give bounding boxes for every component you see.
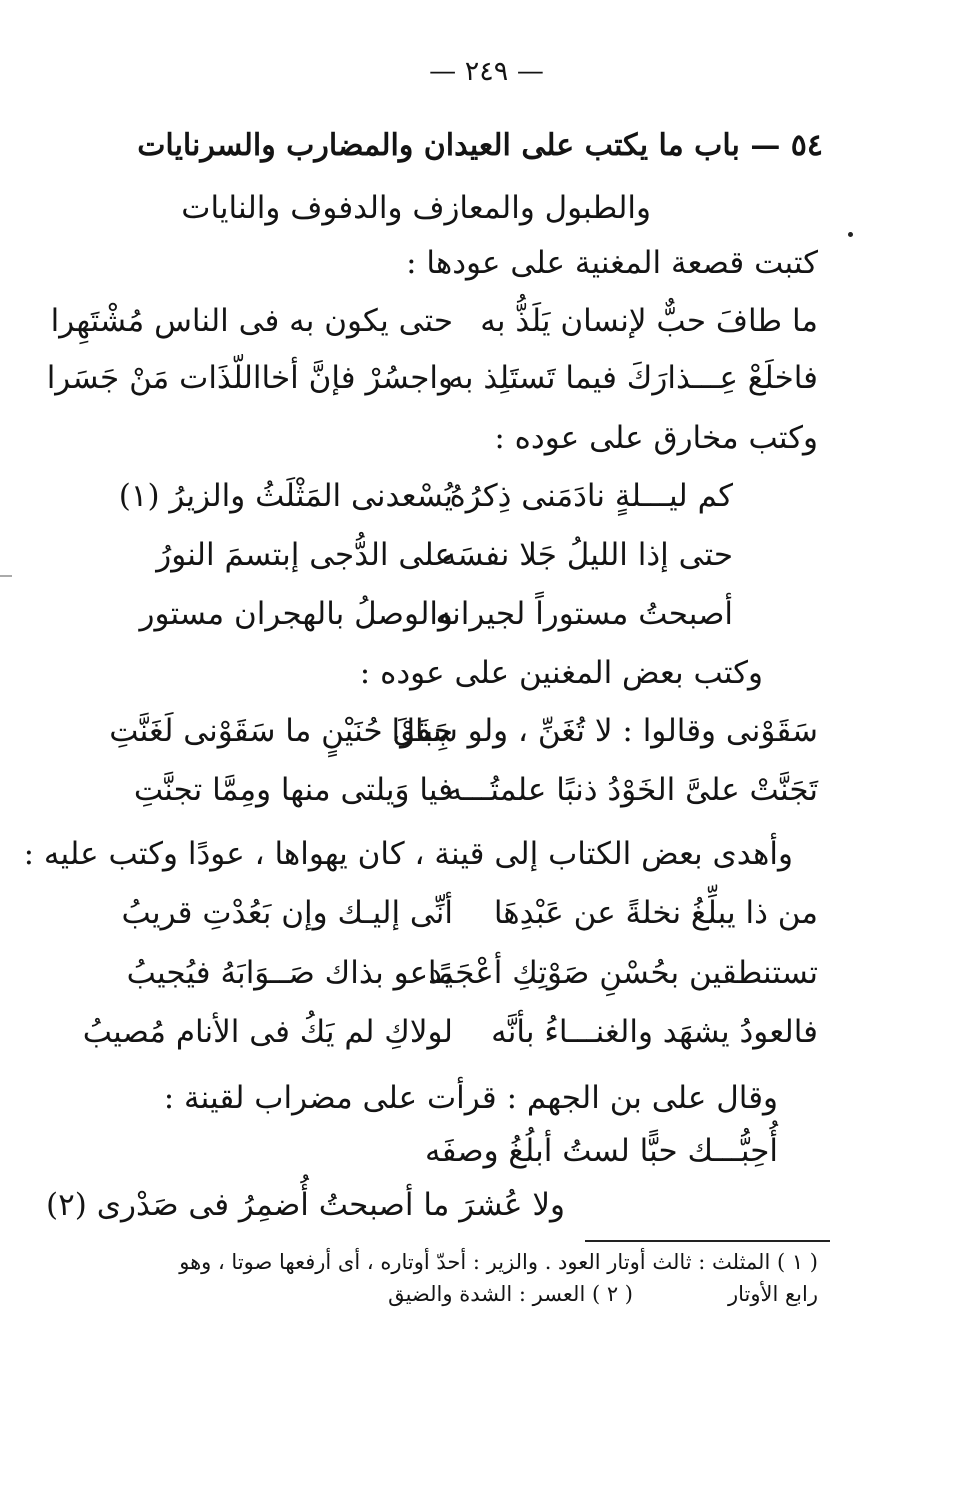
- footnote-1: ( ١ ) المثلث : ثالث أوتار العود . والزير : أحدّ أوتاره ، أى أرفعها صوتا ، وهو: [179, 1250, 818, 1274]
- verse-first-hemistich: من ذا يبلِّغُ نخلةً عن عَبْدِهَا: [493, 895, 818, 931]
- verse-second-hemistich: واجسُرْ فإنَّ أخااللّذَات مَنْ جَسَرا: [46, 360, 453, 396]
- verse-second-hemistich: والوصلُ بالهجران مستور: [139, 596, 453, 632]
- verse-second-hemistich: أنِّى إليـك وإن بَعُدْتِ قريبُ: [121, 895, 453, 931]
- verse-first-hemistich: تستنطقين بحُسْنِ صَوْتِكِ أعْجَمًا: [427, 955, 818, 991]
- chapter-subtitle: والطبول والمعازف والدفوف والنايات: [181, 190, 651, 226]
- verse-second-hemistich: جِبالَ حُنَيْنٍ ما سَقَوْنى لَغَنَّتِ: [109, 713, 453, 749]
- verse-first-hemistich: فاخلَعْ عِـــذارَكَ فيما تَستَلِذ به: [448, 360, 818, 396]
- verse-first-hemistich: فالعودُ يشهَد والغنـــاءُ بأنَّه: [491, 1014, 818, 1050]
- section-intro: وقال على بن الجهم : قرأت على مضراب لقينة :: [163, 1080, 778, 1116]
- section-intro: وكتب بعض المغنين على عوده :: [359, 655, 763, 691]
- verse-first-hemistich: سَقَوْنى وقالوا : لا تُغَنِّ ، ولو سَقَوْا: [391, 713, 818, 749]
- verse-second-hemistich: على الدُّجى إبتسمَ النورُ: [156, 537, 453, 573]
- ink-dot: [848, 232, 853, 237]
- verse-first-hemistich: تَجَنَّتْ علىَّ الخَوْدُ ذنبًا علمتُـــه: [446, 772, 818, 808]
- scan-mark: [0, 575, 12, 577]
- verse-second-hemistich: يدعو بذاك صَــوَابَهُ فيُجيبُ: [126, 955, 453, 991]
- footnote-rule: [585, 1240, 830, 1242]
- verse-first-hemistich: كم ليـــلةٍ نادَمَنى ذِكرُهُ: [449, 478, 733, 514]
- chapter-title: ٥٤ — باب ما يكتب على العيدان والمضارب والسرنايات: [137, 128, 823, 163]
- verse-second-hemistich: فيا وَيلتى منها ومِمَّا تجنَّتِ: [133, 772, 453, 808]
- verse-second-hemistich: حتى يكون به فى الناس مُشْتَهِرا: [50, 303, 453, 339]
- verse-second-hemistich: لولاكِ لم يَكُ فى الأنام مُصيبُ: [82, 1014, 453, 1050]
- verse-first-hemistich: ما طافَ حبٌّ لإنسان يَلَذُّ به: [480, 303, 818, 339]
- verse-line: أُحِبُّـــك حبًّا لستُ أبلُغُ وصفَه: [424, 1133, 778, 1169]
- section-intro: كتبت قصعة المغنية على عودها :: [406, 245, 818, 281]
- verse-first-hemistich: حتى إذا الليلُ جَلا نفسَه: [440, 537, 733, 573]
- verse-line: ولا عُشرَ ما أصبحتُ أُضمِرُ فى صَدْرى (٢): [46, 1187, 565, 1223]
- footnote-1-continued: رابع الأوتار: [727, 1282, 818, 1306]
- footnote-2: ( ٢ ) العسر : الشدة والضيق: [388, 1282, 633, 1306]
- verse-second-hemistich: يُسْعدنى المَثْلَثُ والزيرُ (١): [118, 478, 453, 514]
- verse-first-hemistich: أصبحتُ مستوراً لجيرانه: [435, 596, 733, 632]
- section-intro: وكتب مخارق على عوده :: [494, 420, 818, 456]
- section-intro: وأهدى بعض الكتاب إلى قينة ، كان يهواها ، عودًا وكتب عليه :: [23, 836, 793, 872]
- page-number: — ٢٤٩ —: [429, 56, 544, 87]
